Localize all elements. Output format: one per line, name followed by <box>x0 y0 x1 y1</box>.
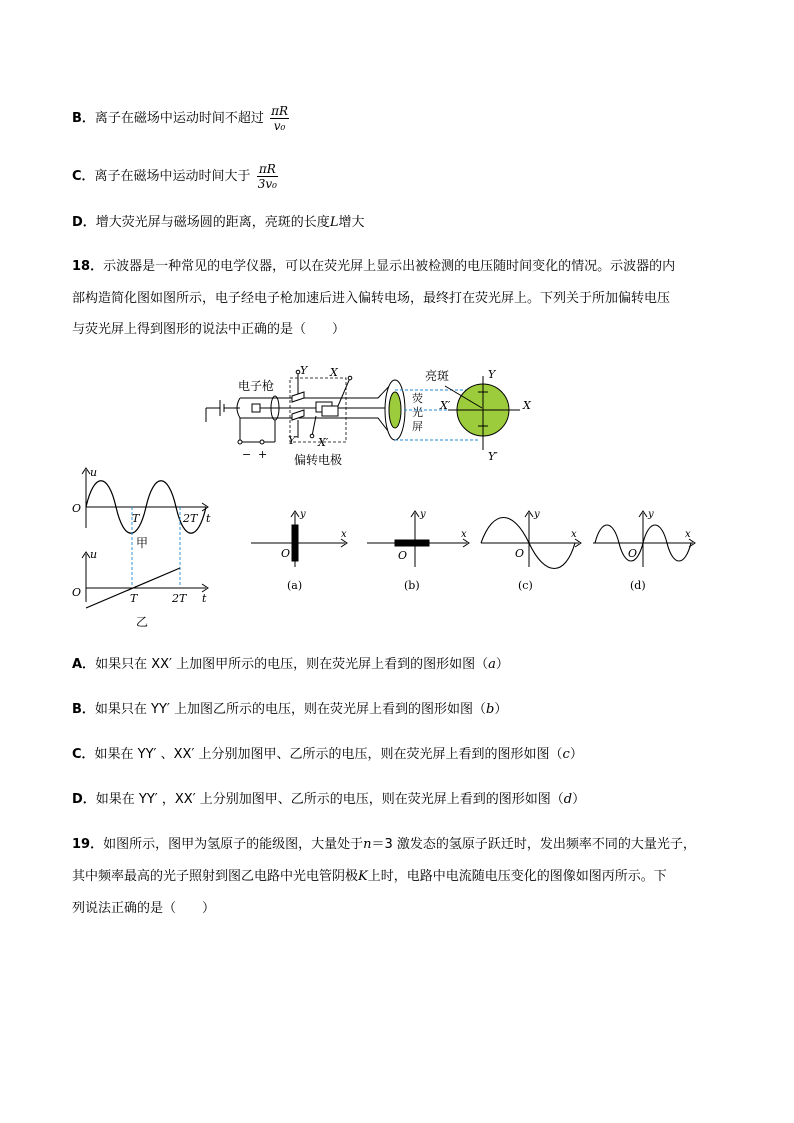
jia-u: u <box>90 466 98 479</box>
variable-k: K <box>358 869 368 884</box>
variable-l: L <box>329 215 339 230</box>
option-text: 如果只在 XX′ 上加图甲所示的电压，则在荧光屏上看到的图形如图（ <box>95 657 489 672</box>
stem-text: 示波器是一种常见的电学仪器，可以在荧光屏上显示出被检测的电压随时间变化的情况。示波器的内 <box>103 259 676 274</box>
a-y: y <box>300 509 306 520</box>
option-text: 如果只在 YY′ 上加图乙所示的电压，则在荧光屏上看到的图形如图（ <box>94 702 487 717</box>
fraction-numerator: πR <box>257 162 278 177</box>
q19-stem-line2 <box>72 868 667 886</box>
screen-patterns <box>245 505 700 595</box>
option-letter: D． <box>72 792 96 807</box>
option-text: 如果在 YY′ 、XX′ 上分别加图甲、乙所示的电压，则在荧光屏上看到的图形如图（ <box>94 747 563 762</box>
q19-stem-line1 <box>72 836 696 854</box>
fraction-numerator: πR <box>271 104 288 118</box>
fraction <box>257 162 278 191</box>
a-x: x <box>341 529 347 540</box>
jia-t2: 2T <box>183 512 198 525</box>
pattern-b <box>367 511 469 567</box>
option-letter: A． <box>72 657 96 672</box>
stem-text: 如图所示，图甲为氢原子的能级图，大量处于 <box>103 837 364 852</box>
option-letter: C． <box>72 747 95 762</box>
oscilloscope-diagram <box>200 362 540 472</box>
pattern-d <box>593 511 695 567</box>
option-close: ） <box>569 747 583 762</box>
stem-text: 列说法正确的是（ ） <box>72 901 216 916</box>
option-close: ） <box>495 657 509 672</box>
screen-label-3: 屏 <box>412 420 423 433</box>
label-xp: X′ <box>318 436 329 449</box>
question-number: 18． <box>72 259 104 274</box>
q18-stem-line2 <box>72 290 670 308</box>
fraction <box>270 104 289 133</box>
option-figure-ref: b <box>486 702 495 717</box>
a-o: O <box>281 547 291 560</box>
stem-text: 与荧光屏上得到图形的说法中正确的是（ ） <box>72 322 346 337</box>
c-o: O <box>515 547 525 560</box>
d-x: x <box>685 529 691 540</box>
b-x: x <box>461 529 467 540</box>
option-figure-ref: d <box>563 792 573 807</box>
question-number: 19． <box>72 837 104 852</box>
variable-n: n <box>363 837 372 852</box>
q18-option-c <box>72 746 583 764</box>
screen-label-2: 光 <box>412 406 423 419</box>
yi-label: 乙 <box>136 615 149 629</box>
option-letter: D． <box>72 215 96 230</box>
cap-a: (a) <box>287 579 303 592</box>
yi-u: u <box>90 548 98 561</box>
screen-spot <box>389 392 401 428</box>
d-y: y <box>648 509 654 520</box>
yi-o: O <box>72 586 82 599</box>
d-o: O <box>628 547 638 560</box>
option-text: 离子在磁场中运动时间不超过 <box>94 111 264 126</box>
stem-text: 其中频率最高的光子照射到图乙电路中光电管阴极 <box>72 869 359 884</box>
b-o: O <box>398 549 408 562</box>
stem-text: 上时，电路中电流随电压变化的图像如图丙所示。下 <box>367 869 667 884</box>
front-label-y: Y <box>488 368 496 381</box>
q17-option-d <box>72 214 364 232</box>
y-plates <box>292 370 304 438</box>
option-figure-ref: c <box>562 747 570 762</box>
label-yp: Y′ <box>288 434 298 447</box>
heater-source <box>206 400 240 422</box>
jia-label: 甲 <box>136 536 149 550</box>
yi-t1: T <box>130 592 138 605</box>
q18-option-b <box>72 701 507 719</box>
pattern-c <box>481 511 581 569</box>
q18-stem-line1 <box>72 258 675 276</box>
cap-d: (d) <box>630 579 646 592</box>
pattern-a <box>251 511 347 567</box>
plates-label: 偏转电极 <box>294 453 343 467</box>
option-letter: B． <box>72 111 95 126</box>
c-x: x <box>571 529 577 540</box>
option-text: 增大荧光屏与磁场圆的距离，亮斑的长度 <box>95 215 330 230</box>
q18-option-a <box>72 656 509 674</box>
stem-text: ＝3 激发态的氢原子跃迁时，发出频率不同的大量光子， <box>371 837 696 852</box>
crt-flare <box>350 380 405 440</box>
plus-sign: + <box>258 448 268 461</box>
fraction-denominator: v₀ <box>273 119 286 133</box>
option-text: 离子在磁场中运动时间大于 <box>94 169 251 184</box>
jia-t: t <box>206 512 211 525</box>
jia-t1: T <box>132 512 140 525</box>
front-label-x: X <box>523 399 531 412</box>
c-y: y <box>534 509 540 520</box>
stem-text: 部构造简化图如图所示，电子经电子枪加速后进入偏转电场，最终打在荧光屏上。下列关于所加偏转电压 <box>72 291 671 306</box>
yi-t: t <box>202 592 207 605</box>
spot-label: 亮斑 <box>425 369 450 383</box>
gun-label: 电子枪 <box>238 379 275 393</box>
b-y: y <box>420 509 426 520</box>
option-letter: C． <box>72 169 95 184</box>
yi-t2: 2T <box>172 592 187 605</box>
option-letter: B． <box>72 702 95 717</box>
option-figure-ref: a <box>488 657 496 672</box>
q17-option-b <box>72 104 289 133</box>
front-label-xp: X′ <box>440 399 451 412</box>
option-close: ） <box>494 702 508 717</box>
jia-o: O <box>72 502 82 515</box>
q19-stem-line3 <box>72 900 215 918</box>
voltage-graphs <box>70 462 220 632</box>
option-text: 如果在 YY′ ，XX′ 上分别加图甲、乙所示的电压，则在荧光屏上看到的图形如图（ <box>95 792 564 807</box>
q18-option-d <box>72 791 585 809</box>
label-x: X <box>330 366 338 379</box>
screen-label-1: 荧 <box>412 392 423 405</box>
x-plates <box>310 376 352 438</box>
fraction-denominator: 3v₀ <box>257 177 277 191</box>
minus-sign: − <box>242 448 252 461</box>
cap-b: (b) <box>404 579 420 592</box>
option-text-tail: 增大 <box>338 215 365 230</box>
label-y: Y <box>300 364 308 377</box>
front-label-yp: Y′ <box>488 450 498 463</box>
q17-option-c <box>72 162 278 191</box>
q18-stem-line3 <box>72 321 345 339</box>
cap-c: (c) <box>518 579 533 592</box>
option-close: ） <box>572 792 586 807</box>
